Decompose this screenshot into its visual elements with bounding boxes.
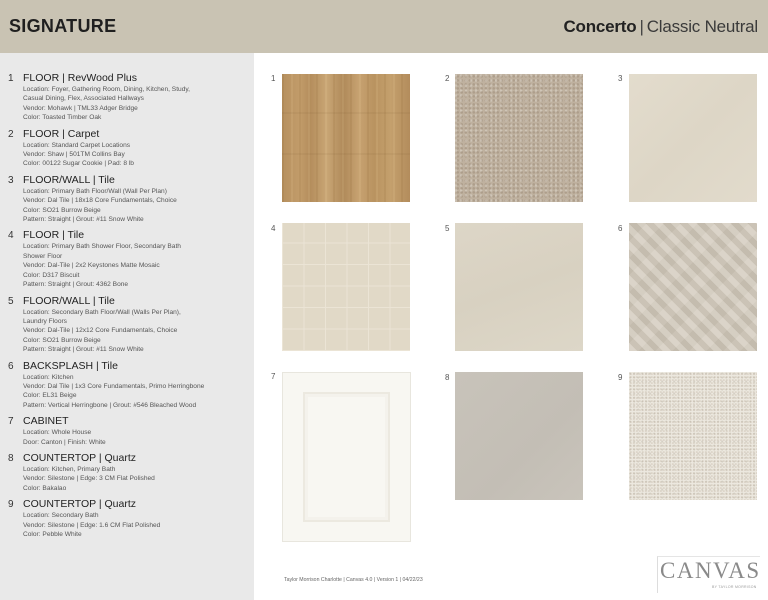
item-detail: Shower Floor	[23, 252, 63, 260]
collection-name: Concerto	[563, 16, 637, 36]
item-detail: Location: Standard Carpet Locations	[23, 141, 131, 149]
brand-title: SIGNATURE	[9, 16, 117, 36]
item-detail: Casual Dining, Flex, Associated Hallways	[23, 95, 144, 103]
item-detail: Vendor: Shaw | 501TM Collins Bay	[23, 151, 125, 159]
item-number: 6	[8, 360, 14, 372]
item-detail: Vendor: Dal Tile | 1x3 Core Fundamentals, Primo Herringbone	[23, 382, 205, 390]
item-title: BACKSPLASH | Tile	[23, 359, 118, 372]
swatch-number: 8	[445, 373, 450, 382]
item-detail: Location: Secondary Bath Floor/Wall (Walls Per Plan),	[23, 308, 181, 316]
item-detail: Vendor: Dal-Tile | 2x2 Keystones Matte Mosaic	[23, 262, 160, 270]
item-detail: Door: Canton | Finish: White	[23, 438, 106, 446]
collection-title	[563, 17, 758, 37]
item-number: 8	[8, 452, 14, 464]
item-detail: Location: Primary Bath Floor/Wall (Wall Per Plan)	[23, 187, 167, 195]
item-detail: Vendor: Mohawk | TML33 Adger Bridge	[23, 104, 138, 112]
swatch-quartz-kitchen	[455, 372, 583, 500]
swatch-number: 5	[445, 224, 450, 233]
selection-item-9	[8, 498, 246, 539]
item-title: COUNTERTOP | Quartz	[23, 498, 137, 511]
swatch-cabinet-door	[282, 372, 411, 542]
item-detail: Pattern: Straight | Grout: #11 Snow White	[23, 346, 144, 354]
item-detail: Vendor: Dal Tile | 18x18 Core Fundamentals, Choice	[23, 197, 177, 205]
swatch-grid	[255, 53, 768, 600]
item-detail: Location: Kitchen	[23, 373, 74, 381]
item-detail: Location: Secondary Bath	[23, 512, 99, 520]
item-detail: Color: Bakalao	[23, 484, 67, 492]
item-title: FLOOR | Tile	[23, 229, 85, 242]
selections-list	[0, 53, 254, 600]
swatch-herringbone-backsplash	[629, 223, 757, 351]
swatch-quartz-secondary	[629, 372, 757, 500]
logo-wordmark: CANVAS	[660, 558, 761, 583]
title-separator: |	[639, 16, 644, 36]
item-number: 4	[8, 230, 14, 242]
selection-item-1	[8, 72, 246, 123]
swatch-number: 1	[271, 74, 276, 83]
item-detail: Vendor: Dal-Tile | 12x12 Core Fundamentals, Choice	[23, 327, 178, 335]
item-title: CABINET	[23, 415, 69, 428]
item-detail: Location: Kitchen, Primary Bath	[23, 465, 116, 473]
item-title: COUNTERTOP | Quartz	[23, 451, 137, 464]
item-number: 7	[8, 416, 14, 428]
page-header	[0, 0, 768, 53]
item-detail: Color: SO21 Burrow Beige	[23, 206, 101, 214]
item-title: FLOOR/WALL | Tile	[23, 173, 115, 186]
item-detail: Location: Whole House	[23, 429, 92, 437]
color-scheme-name: Classic Neutral	[646, 16, 758, 36]
swatch-number: 6	[618, 224, 623, 233]
swatch-carpet	[455, 74, 583, 202]
item-number: 3	[8, 174, 14, 186]
swatch-number: 2	[445, 74, 450, 83]
selection-item-5	[8, 295, 246, 355]
item-detail: Color: D317 Biscuit	[23, 271, 80, 279]
item-detail: Color: EL31 Beige	[23, 392, 77, 400]
item-detail: Laundry Floors	[23, 317, 67, 325]
selection-item-4	[8, 229, 246, 289]
item-detail: Pattern: Straight | Grout: 4362 Bone	[23, 281, 129, 289]
item-number: 5	[8, 295, 14, 307]
item-detail: Color: SO21 Burrow Beige	[23, 336, 101, 344]
swatch-wood-floor	[282, 74, 410, 202]
item-detail: Location: Primary Bath Shower Floor, Secondary Bath	[23, 243, 181, 251]
item-number: 9	[8, 499, 14, 511]
selection-item-3	[8, 174, 246, 225]
item-title: FLOOR | Carpet	[23, 127, 100, 140]
item-detail: Vendor: Silestone | Edge: 1.6 CM Flat Polished	[23, 521, 161, 529]
item-detail: Pattern: Vertical Herringbone | Grout: #546 Bleached Wood	[23, 401, 197, 409]
swatch-number: 7	[271, 372, 276, 381]
swatch-mosaic-tile	[282, 223, 410, 351]
canvas-logo	[657, 556, 760, 593]
item-detail: Color: Pebble White	[23, 531, 82, 538]
swatch-tile-floor-wall	[629, 74, 757, 202]
item-number: 1	[8, 73, 14, 84]
swatch-number: 9	[618, 373, 623, 382]
item-detail: Vendor: Silestone | Edge: 3 CM Flat Polished	[23, 475, 155, 483]
selection-item-8	[8, 452, 246, 493]
footer-version-info: Taylor Morrison Charlotte | Canvas 4.0 | Version 1 | 04/22/23	[284, 577, 423, 583]
selection-item-7	[8, 415, 246, 447]
selection-item-2	[8, 128, 246, 169]
swatch-number: 3	[618, 74, 623, 83]
swatch-tile-secondary	[455, 223, 583, 351]
item-detail: Location: Foyer, Gathering Room, Dining, Kitchen, Study,	[23, 86, 191, 93]
selection-item-6	[8, 360, 246, 411]
logo-tagline: BY TAYLOR MORRISON	[712, 585, 757, 589]
item-title: FLOOR/WALL | Tile	[23, 294, 115, 307]
cabinet-panel	[303, 392, 390, 522]
item-detail: Color: 00122 Sugar Cookie | Pad: 8 lb	[23, 160, 134, 168]
item-detail: Color: Toasted Timber Oak	[23, 114, 102, 122]
item-number: 2	[8, 128, 14, 140]
item-title: FLOOR | RevWood Plus	[23, 72, 137, 84]
item-detail: Pattern: Straight | Grout: #11 Snow White	[23, 216, 144, 224]
swatch-number: 4	[271, 224, 276, 233]
